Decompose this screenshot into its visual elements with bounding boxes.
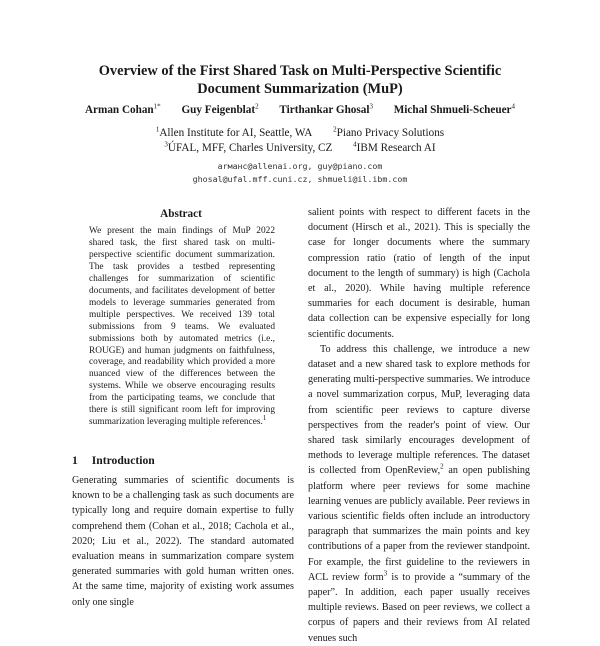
affiliation [333, 127, 444, 139]
affiliation [164, 142, 332, 154]
author [85, 104, 161, 116]
author-affiliation-mark: 1* [153, 102, 161, 111]
author [394, 104, 515, 116]
author-affiliation-mark: 3 [369, 102, 373, 111]
paper-title [0, 62, 600, 98]
introduction-paragraph: Generating summaries of scientific documents is known to be a challenging task as such documents are typically long and require domain expertise to fully comprehend them (Cohan et al., 2018; Cachola et al., 2020; Liu et al., 2022). The standard automated evaluation means in summarization compare system generated summaries with gold human written ones. At the same time, majority of existing work assumes only one single [72, 475, 294, 608]
affiliation [353, 142, 435, 154]
affiliation-text: IBM Research AI [356, 142, 436, 154]
footnote-mark: 3 [383, 569, 388, 578]
footnote-mark: 2 [440, 463, 444, 472]
affiliations-row-1 [0, 127, 600, 139]
email-line-1: arманc@allenai.org, guy@piano.com [217, 161, 383, 171]
paragraph-text: an open publishing platform where peer reviews for some machine learning venues are publicly available. Peer reviews in various scientific fields often include an introductory paragraph that summarizes the main points and key contributions of a paper from the reviewer standpoint. For example, the first guideline to the reviewers in ACL review form [308, 465, 530, 583]
introduction-body [72, 473, 294, 610]
section-number: 1 [72, 454, 78, 467]
author [181, 104, 258, 116]
abstract-heading: Abstract [160, 208, 202, 220]
section-title: Introduction [91, 454, 155, 467]
author-name: Tirthankar Ghosal [279, 104, 370, 116]
author-affiliation-mark: 4 [511, 102, 516, 111]
right-column-body [308, 205, 530, 646]
abstract-text: We present the main findings of MuP 2022 shared task, the first shared task on multi-perspective scientific document summarization. The task provides a testbed representing challenges for summarization of scientific documents, and facilitates development of better models to leverage summaries generated from multiple perspectives. We received 139 total submissions from 9 teams. We evaluated submissions both by automated metrics (i.e., ROUGE) and human judgments on faithfulness, coverage, and readability which provided a more nuanced view of the differences between the systems. While we observe encouraging results from the participating teams, we conclude that there is still significant room left for improving summarization leveraging multiple references. [89, 226, 275, 428]
footnote-mark: 1 [262, 414, 267, 423]
author [279, 104, 373, 116]
affiliation [156, 127, 312, 139]
affiliation-mark: 2 [333, 125, 337, 134]
email-line-2: ghosal@ufal.mff.cuni.cz, shmueli@il.ibm.com [192, 174, 408, 184]
author-name: Michal Shmueli-Scheuer [393, 104, 512, 116]
affiliations-row-2 [0, 142, 600, 154]
paragraph: salient points with respect to different facets in the document (Hirsch et al., 2021). This is specially the case for longer documents where the summary compression ratio (ratio of length of the input document to the length of summary) is high (Cachola et al., 2020). While having multiple reference summaries for each document is desirable, human data collection can be expensive especially for long scientific documents. [308, 207, 530, 340]
paper-title-line-1: Overview of the First Shared Task on Multi-Perspective Scientific [98, 63, 502, 79]
author-list [0, 104, 600, 116]
affiliation-mark: 3 [164, 140, 168, 149]
author-affiliation-mark: 2 [255, 102, 259, 111]
abstract-body [89, 226, 275, 429]
paragraph-text: is to provide a “summary of the paper”. In addition, each paper usually receives multiple reviews. Based on peer reviews, we collect a corpus of papers and their reviews from AI related venues such [308, 571, 531, 644]
author-name: Guy Feigenblat [181, 104, 256, 116]
affiliation-mark: 1 [155, 125, 160, 134]
paragraph-text: To address this challenge, we introduce a new dataset and a new shared task to explore methods for generating multi-perspective summaries. We introduce a novel summarization corpus, MuP, leveraging data from scientific peer reviews to capture diverse perspectives from the reader's point of view. Our shared task similarly encourages development of methods to leverage multiple references. The dataset is collected from OpenReview, [308, 343, 530, 477]
paragraph [308, 342, 530, 646]
affiliation-text: ÚFAL, MFF, Charles University, CZ [167, 142, 333, 154]
paper-title-line-2: Document Summarization (MuP) [197, 81, 403, 97]
affiliation-text: Piano Privacy Solutions [336, 127, 445, 139]
author-name: Arman Cohan [84, 104, 154, 116]
section-heading [72, 454, 155, 467]
affiliation-mark: 4 [353, 140, 357, 149]
affiliation-text: Allen Institute for AI, Seattle, WA [159, 127, 313, 139]
